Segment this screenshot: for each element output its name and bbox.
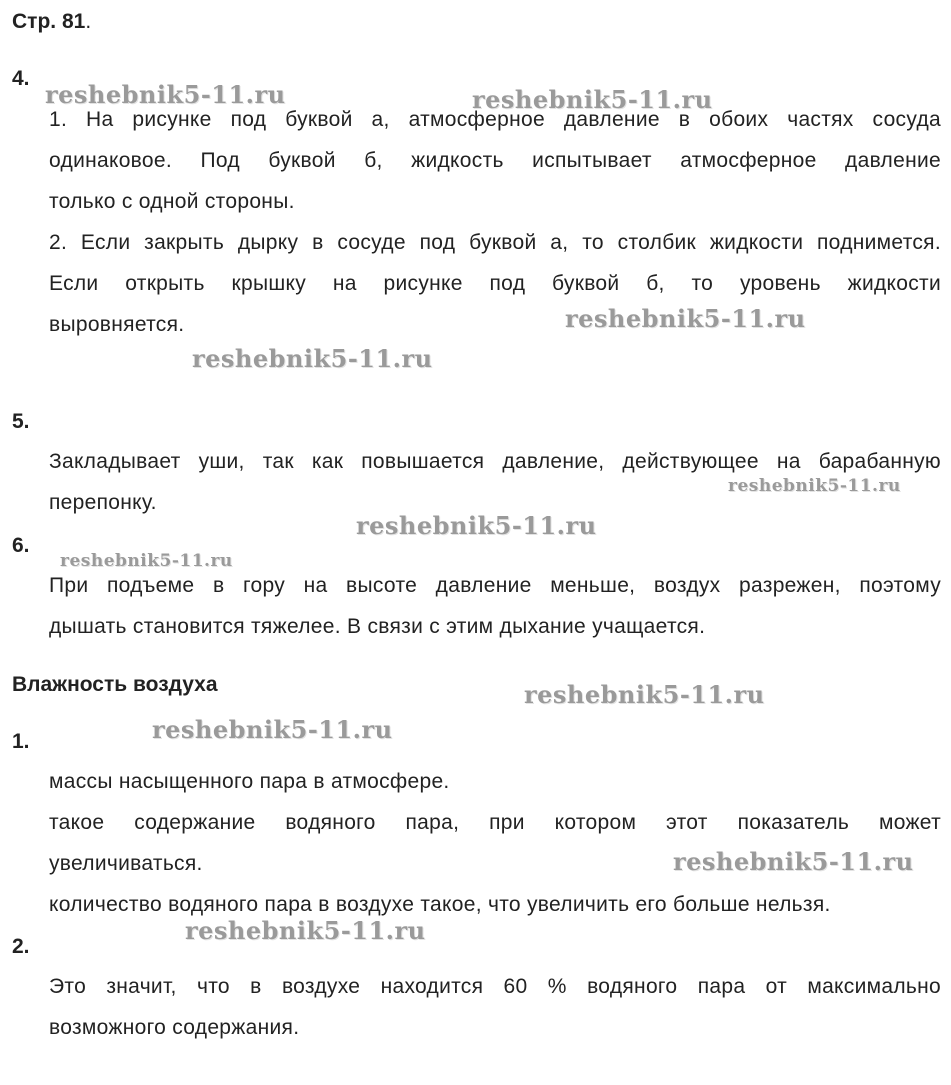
watermark: reshebnik5-11.ru — [728, 476, 901, 496]
watermark: reshebnik5-11.ru — [152, 715, 393, 744]
question-6-line-1: При подъеме в гору на высоте давление меньше, воздух разрежен, поэтому — [49, 574, 941, 597]
section-heading-humidity: Влажность воздуха — [12, 673, 218, 696]
humidity-question-1-line-2: такое содержание водяного пара, при котором этот показатель может — [49, 811, 941, 834]
question-6-line-2: дышать становится тяжелее. В связи с этим дыхание учащается. — [49, 615, 706, 638]
question-5-line-2: перепонку. — [49, 491, 157, 514]
watermark: reshebnik5-11.ru — [45, 80, 286, 109]
question-5-line-1: Закладывает уши, так как повышается давление, действующее на барабанную — [49, 450, 941, 473]
humidity-question-1-line-1: массы насыщенного пара в атмосфере. — [49, 770, 450, 793]
question-4-line-2: одинаковое. Под буквой б, жидкость испытывает атмосферное давление — [49, 149, 941, 172]
question-4-line-1: 1. На рисунке под буквой а, атмосферное давление в обоих частях сосуда — [49, 108, 941, 131]
watermark: reshebnik5-11.ru — [60, 551, 233, 571]
question-4-line-3: только с одной стороны. — [49, 190, 295, 213]
watermark: reshebnik5-11.ru — [356, 511, 597, 540]
page-title-label: Стр. 81 — [12, 10, 86, 33]
watermark: reshebnik5-11.ru — [524, 680, 765, 709]
watermark: reshebnik5-11.ru — [673, 847, 914, 876]
question-6-number: 6. — [12, 534, 30, 557]
question-5-number: 5. — [12, 410, 30, 433]
watermark: reshebnik5-11.ru — [565, 304, 806, 333]
page-title — [12, 10, 91, 34]
humidity-question-2-line-2: возможного содержания. — [49, 1016, 300, 1039]
humidity-question-2-line-1: Это значит, что в воздухе находится 60 % водяного пара от максимально — [49, 975, 941, 998]
humidity-question-1-number: 1. — [12, 730, 30, 753]
question-4-line-5: Если открыть крышку на рисунке под буквой б, то уровень жидкости — [49, 272, 941, 295]
question-4-line-6: выровняется. — [49, 313, 185, 336]
humidity-question-1-line-3: увеличиваться. — [49, 852, 203, 875]
humidity-question-1-line-4: количество водяного пара в воздухе такое, что увеличить его больше нельзя. — [49, 893, 831, 916]
page-title-suffix: . — [85, 10, 92, 33]
watermark: reshebnik5-11.ru — [192, 344, 433, 373]
question-4-number: 4. — [12, 67, 30, 90]
watermark: reshebnik5-11.ru — [185, 916, 426, 945]
humidity-question-2-number: 2. — [12, 935, 30, 958]
question-4-line-4: 2. Если закрыть дырку в сосуде под буквой а, то столбик жидкости поднимется. — [49, 231, 941, 254]
watermark: reshebnik5-11.ru — [472, 85, 713, 114]
